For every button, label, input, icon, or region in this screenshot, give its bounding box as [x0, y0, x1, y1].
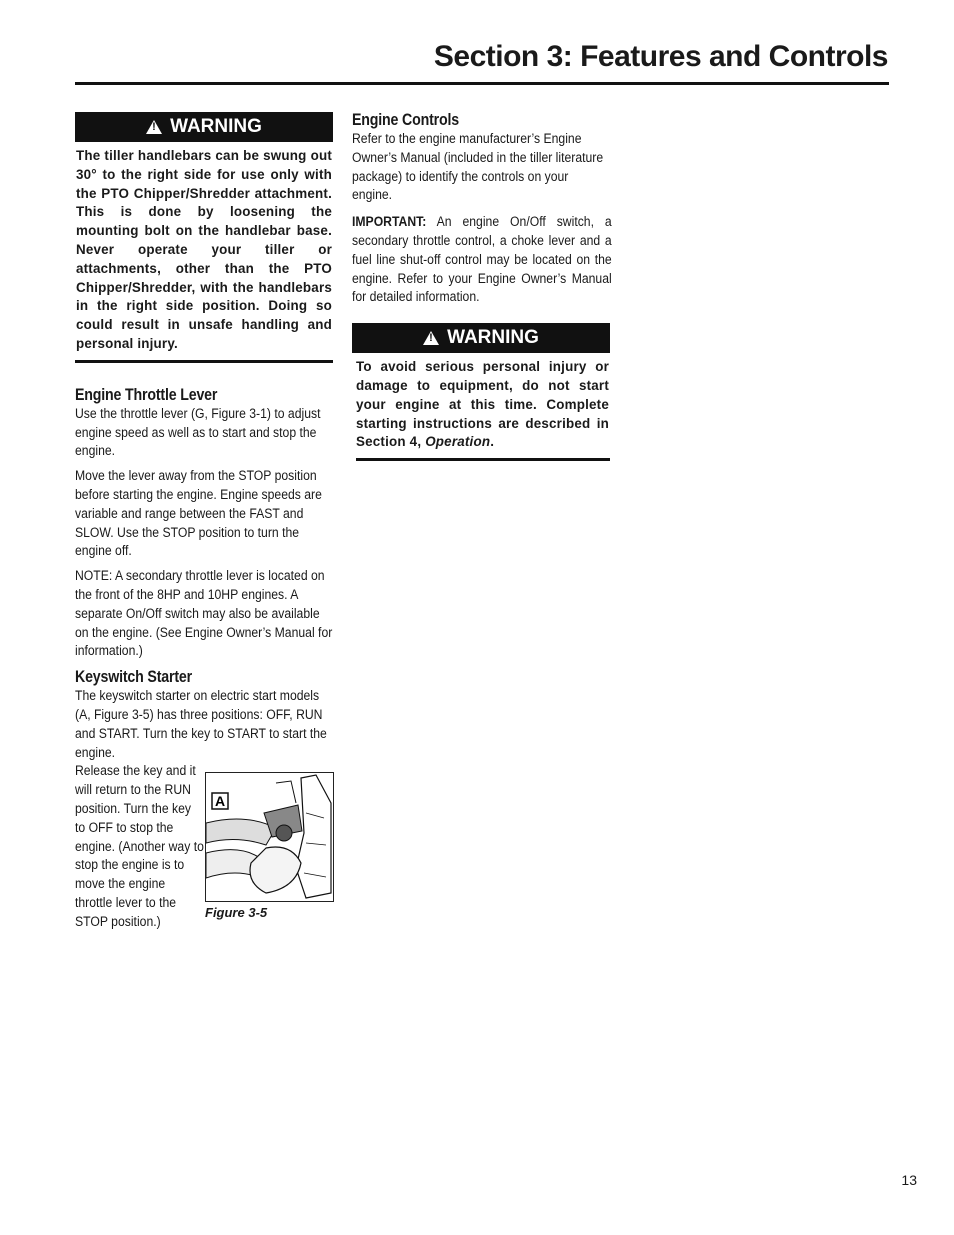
important-label: IMPORTANT: — [352, 214, 427, 231]
engine-controls-paragraph: Refer to the engine manufacturer’s Engine Owner’s Manual (included in the tiller literature package) to identify the controls on your engine. — [352, 131, 604, 204]
warning-rule — [356, 458, 610, 461]
figure-caption: Figure 3-5 — [205, 905, 268, 921]
figure-3-5-image — [205, 772, 334, 902]
throttle-section — [75, 385, 335, 763]
throttle-paragraph-1: Use the throttle lever (G, Figure 3-1) to adjust engine speed as well as to start and stop the engine. — [75, 405, 321, 460]
throttle-note: NOTE: A secondary throttle lever is located on the front of the 8HP and 10HP engines. A separate On/Off switch may also be available on the engine. (See Engine Owner’s Manual for information.) — [75, 568, 333, 660]
left-column — [75, 112, 335, 942]
throttle-heading: Engine Throttle Lever — [75, 385, 218, 404]
engine-controls-heading: Engine Controls — [352, 111, 460, 129]
important-paragraph — [352, 213, 612, 307]
engine-controls-section — [352, 110, 612, 307]
warning-text: The tiller handlebars can be swung out 30° to the right side for use only with the PTO Chipper/Shredder attachment. This is done by loosening the mounting bolt on the handlebar base. Never operate your tiller or attachments, other than the PTO Chipper/Shredder, with the handlebars in the right side position. Doing so could result in unsafe handling and personal injury. — [76, 148, 332, 351]
header-rule — [75, 82, 889, 85]
keyswitch-illustration — [206, 773, 333, 901]
figure-label-a: A — [215, 793, 226, 810]
right-column — [352, 110, 612, 461]
warning-header — [75, 112, 333, 142]
warning-header — [352, 323, 610, 353]
warning-label: WARNING — [447, 327, 539, 349]
keyswitch-paragraph-1: The keyswitch starter on electric start models (A, Figure 3-5) has three positions: OFF, RUN and START. Turn the key to START to start the engine. — [75, 688, 327, 761]
page-title: Section 3: Features and Controls — [433, 40, 888, 73]
warning-triangle-icon — [423, 331, 439, 345]
warning-box-handlebars — [75, 112, 333, 363]
warning-box-start — [352, 323, 610, 461]
warning-label: WARNING — [170, 116, 262, 137]
important-text: An engine On/Off switch, a secondary throttle control, a choke lever and a fuel line shut-off control may be located on the engine. Refer to your Engine Owner’s Manual for detailed information. — [352, 214, 612, 306]
warning-text: To avoid serious personal injury or damage to equipment, do not start your engine at this time. Complete starting instructions are described in Section 4, Operation. — [356, 359, 609, 450]
warning-triangle-icon — [146, 120, 162, 134]
keyswitch-paragraph-2: Release the key and it will return to the RUN position. Turn the key to OFF to stop the engine. (Another way to stop the engine is to move the engine throttle lever to the STOP position.) — [75, 763, 204, 930]
page-number: 13 — [901, 1172, 917, 1188]
figure-3-5-block — [75, 762, 335, 942]
keyswitch-heading: Keyswitch Starter — [75, 668, 192, 687]
throttle-paragraph-2: Move the lever away from the STOP position before starting the engine. Engine speeds are variable and range between the FAST and SLOW. Use the STOP position to turn the engine off. — [75, 468, 322, 560]
